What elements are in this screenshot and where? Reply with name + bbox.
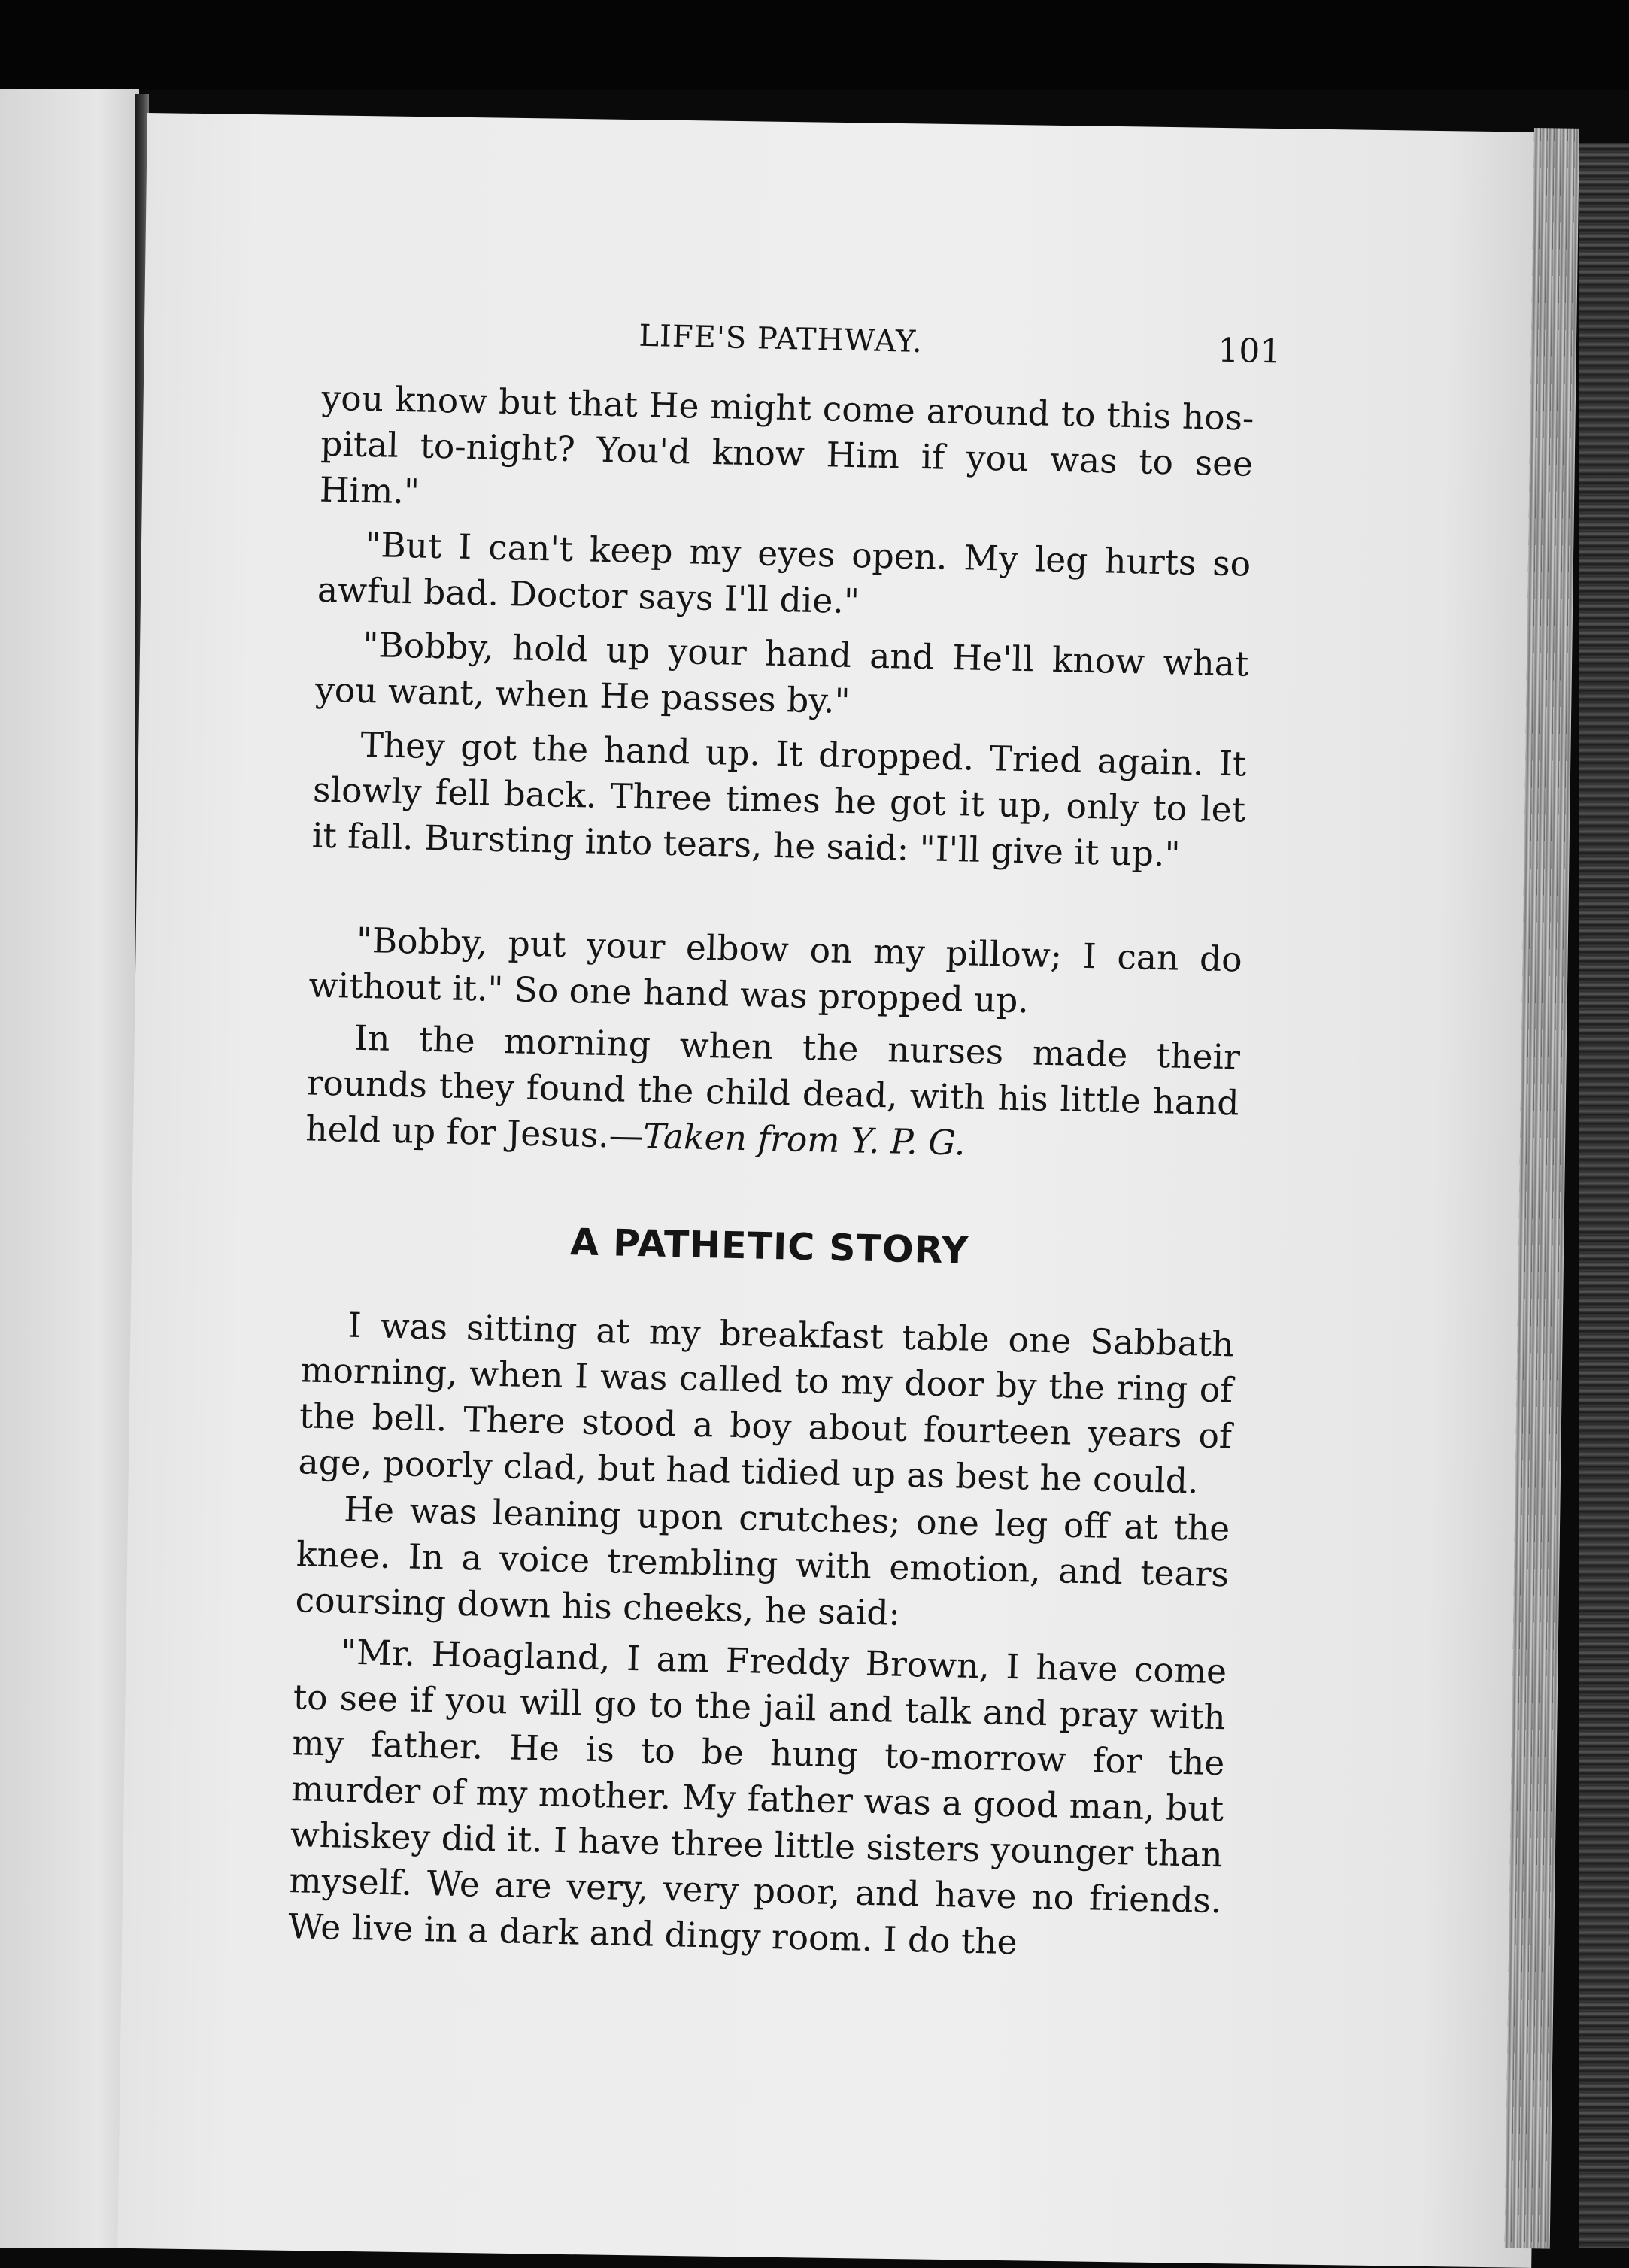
paragraph: They got the hand up. It dropped. Tried again. It slowly fell back. Three times he got it up, only to let it fall. Bursting into tears, he said: "I'll give it up." <box>311 724 1247 875</box>
source-citation: Taken from Y. P. G. <box>642 1116 966 1163</box>
paragraph: "But I can't keep my eyes open. My leg hurts so awful bad. Doctor says I'll die." <box>317 524 1251 622</box>
paragraph-text: In the morning when the nurses made their rounds they found the child dead, with his little hand held up for Jesus.— <box>305 1017 1241 1157</box>
paragraph: "Bobby, hold up your hand and He'll know what you want, when He passes by." <box>314 624 1249 722</box>
book-cover-edge <box>1579 143 1629 2248</box>
running-head: LIFE'S PATHWAY. <box>639 318 924 360</box>
paragraph: "Mr. Hoagland, I am Freddy Brown, I have come to see if you will go to the jail and talk and pray with my father. He is to be hung to-morrow for the murder of my mother. My father was a good man, but whiskey did it. I have three little sisters younger than myself. We are very, very poor, and have no friends. We live in a dark and dingy room. I do the <box>287 1632 1227 1963</box>
section-heading: A PATHETIC STORY <box>569 1220 969 1272</box>
paragraph: I was sitting at my breakfast table one Sabbath morning, when I was called to my door by the ring of the bell. There stood a boy about fourteen years of age, poorly clad, but had tidied up as best he could. <box>298 1305 1235 1502</box>
facing-page-edge <box>0 89 139 2248</box>
page-number: 101 <box>1217 331 1282 371</box>
paragraph: you know but that He might come around to this hospital to-night? You'd know Him if you was to see Him." <box>319 377 1254 512</box>
paragraph: "Bobby, put your elbow on my pillow; I can do without it." So one hand was propped up. <box>308 920 1243 1021</box>
paragraph-with-source <box>305 1014 1241 1172</box>
scan-background-top <box>0 0 1629 90</box>
paragraph: He was leaning upon crutches; one leg off at the knee. In a voice trembling with emotion, and tears coursing down his cheeks, he said: <box>295 1489 1230 1633</box>
